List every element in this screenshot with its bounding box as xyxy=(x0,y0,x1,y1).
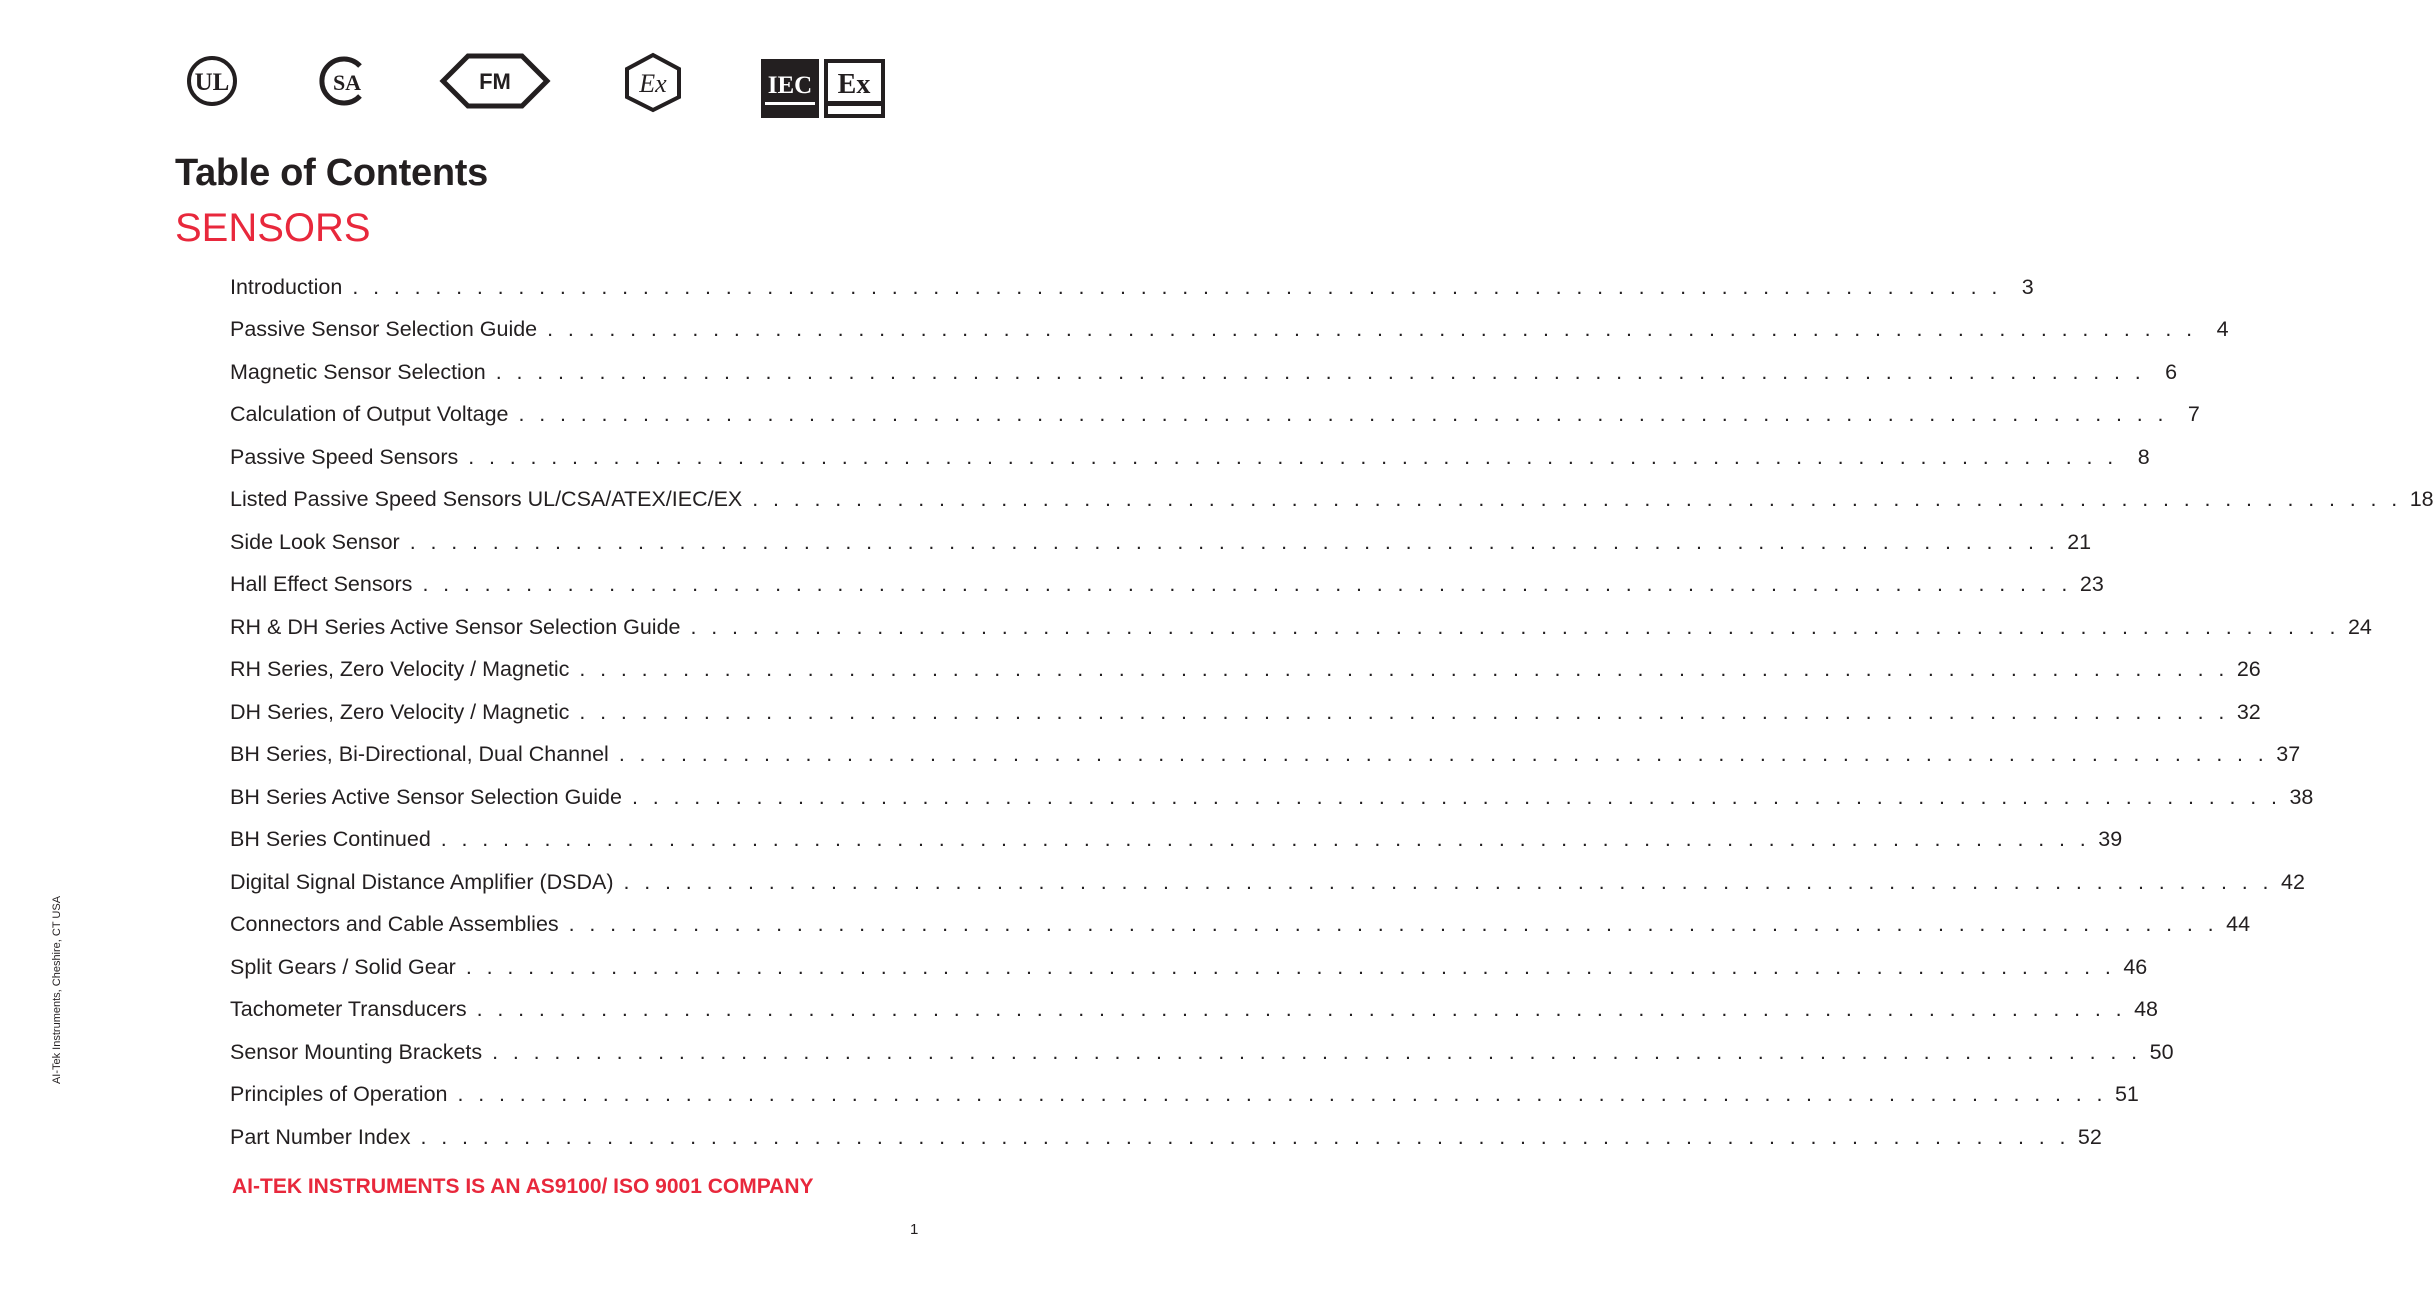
iecex-logo-right-text: Ex xyxy=(837,69,871,100)
toc-entry-label: DH Series, Zero Velocity / Magnetic xyxy=(230,699,570,724)
toc-entry-page: 18 xyxy=(2409,487,2434,512)
page-number: 1 xyxy=(910,1221,919,1238)
toc-entry[interactable] xyxy=(230,394,2200,437)
iecex-logo-left-text: IEC xyxy=(767,72,813,99)
toc-dot-leader: . . . . . . . . . . . . . . . . . . . . . . . . . . . . . . . . . . . . . . . . . . . . . . . . . . . . . . . . . . . . . . . . . . . . . . . . . . . . . . . . xyxy=(579,657,2229,682)
toc-dot-leader: . . . . . . . . . . . . . . . . . . . . . . . . . . . . . . . . . . . . . . . . . . . . . . . . . . . . . . . . . . . . . . . . . . . . . . . . . . . . . . . . xyxy=(440,827,2091,852)
toc-dot-leader: . . . . . . . . . . . . . . . . . . . . . . . . . . . . . . . . . . . . . . . . . . . . . . . . . . . . . . . . . . . . . . . . . . . . . . . . . . . . . . . . xyxy=(752,487,2402,512)
toc-entry-label: RH & DH Series Active Sensor Selection Guide xyxy=(230,614,681,639)
toc-entry-label: BH Series Active Sensor Selection Guide xyxy=(230,784,622,809)
toc-dot-leader: . . . . . . . . . . . . . . . . . . . . . . . . . . . . . . . . . . . . . . . . . . . . . . . . . . . . . . . . . . . . . . . . . . . . . . . . . . . . . . . . xyxy=(631,784,2282,809)
toc-entry-page: 23 xyxy=(2079,572,2104,597)
toc-entry-label: Sensor Mounting Brackets xyxy=(230,1039,483,1064)
ul-logo xyxy=(186,52,238,108)
toc-entry-page: 51 xyxy=(2114,1082,2139,1107)
toc-entry-label: RH Series, Zero Velocity / Magnetic xyxy=(230,657,570,682)
toc-dot-leader: . . . . . . . . . . . . . . . . . . . . . . . . . . . . . . . . . . . . . . . . . . . . . . . . . . . . . . . . . . . . . . . . . . . . . . . . . . . . . . . . xyxy=(618,742,2269,767)
toc-entry[interactable] xyxy=(230,649,2261,692)
toc-entry-page: 26 xyxy=(2236,657,2261,682)
toc-entry-page: 46 xyxy=(2123,954,2148,979)
toc-entry-page: 32 xyxy=(2236,699,2261,724)
table-of-contents xyxy=(230,266,2434,1159)
toc-entry-label: Connectors and Cable Assemblies xyxy=(230,912,559,937)
toc-entry-label: Listed Passive Speed Sensors UL/CSA/ATEX/IEC/EX xyxy=(230,487,743,512)
toc-entry-label: Side Look Sensor xyxy=(230,529,400,554)
toc-dot-leader: . . . . . . . . . . . . . . . . . . . . . . . . . . . . . . . . . . . . . . . . . . . . . . . . . . . . . . . . . . . . . . . . . . . . . . . . . . . . . . . . xyxy=(492,1039,2142,1064)
toc-dot-leader: . . . . . . . . . . . . . . . . . . . . . . . . . . . . . . . . . . . . . . . . . . . . . . . . . . . . . . . . . . . . . . . . . . . . . . . . . . . . . . . . xyxy=(457,1082,2107,1107)
toc-entry-label: Calculation of Output Voltage xyxy=(230,402,509,427)
toc-entry[interactable] xyxy=(230,819,2123,862)
toc-entry-label: Principles of Operation xyxy=(230,1082,448,1107)
certification-note: AI-TEK INSTRUMENTS IS AN AS9100/ ISO 9001 COMPANY xyxy=(232,1175,814,1198)
toc-entry[interactable] xyxy=(230,266,2034,309)
toc-entry-page: 6 xyxy=(2165,359,2178,384)
toc-entry-label: Part Number Index xyxy=(230,1124,411,1149)
toc-entry-label: Digital Signal Distance Amplifier (DSDA) xyxy=(230,869,614,894)
toc-entry-label: BH Series Continued xyxy=(230,827,431,852)
toc-entry-page: 48 xyxy=(2134,997,2158,1022)
toc-entry-page: 8 xyxy=(2137,444,2150,469)
toc-entry-page: 4 xyxy=(2216,317,2229,342)
ul-logo-text: UL xyxy=(194,69,230,96)
toc-entry-label: Tachometer Transducers xyxy=(230,997,467,1022)
toc-entry[interactable] xyxy=(230,946,2148,989)
toc-entry-label: Introduction xyxy=(230,274,343,299)
toc-entry-page: 50 xyxy=(2149,1039,2174,1064)
ex-logo-text: Ex xyxy=(639,69,667,98)
toc-dot-leader: . . . . . . . . . . . . . . . . . . . . . . . . . . . . . . . . . . . . . . . . . . . . . . . . . . . . . . . . . . . . . . . . . . . . . . . . . . . . . . . . xyxy=(579,699,2229,724)
toc-dot-leader: . . . . . . . . . . . . . . . . . . . . . . . . . . . . . . . . . . . . . . . . . . . . . . . . . . . . . . . . . . . . . . . . . . . . . . . . . . . . . . . . xyxy=(518,402,2168,427)
toc-entry[interactable] xyxy=(230,351,2178,394)
fm-logo xyxy=(440,52,550,108)
toc-entry[interactable] xyxy=(230,309,2229,352)
toc-entry-page: 24 xyxy=(2347,614,2372,639)
toc-dot-leader: . . . . . . . . . . . . . . . . . . . . . . . . . . . . . . . . . . . . . . . . . . . . . . . . . . . . . . . . . . . . . . . . . . . . . . . . . . . . . . . . xyxy=(352,274,2002,299)
toc-dot-leader: . . . . . . . . . . . . . . . . . . . . . . . . . . . . . . . . . . . . . . . . . . . . . . . . . . . . . . . . . . . . . . . . . . . . . . . . . . . . . . . . xyxy=(422,572,2072,597)
toc-entry-page: 42 xyxy=(2281,869,2305,894)
toc-dot-leader: . . . . . . . . . . . . . . . . . . . . . . . . . . . . . . . . . . . . . . . . . . . . . . . . . . . . . . . . . . . . . . . . . . . . . . . . . . . . . . . . xyxy=(495,359,2146,384)
toc-dot-leader: . . . . . . . . . . . . . . . . . . . . . . . . . . . . . . . . . . . . . . . . . . . . . . . . . . . . . . . . . . . . . . . . . . . . . . . . . . . . . . . . xyxy=(468,444,2118,469)
toc-entry[interactable] xyxy=(230,564,2104,607)
toc-entry-page: 38 xyxy=(2289,784,2314,809)
toc-dot-leader: . . . . . . . . . . . . . . . . . . . . . . . . . . . . . . . . . . . . . . . . . . . . . . . . . . . . . . . . . . . . . . . . . . . . . . . . . . . . . . . . xyxy=(690,614,2340,639)
csa-logo xyxy=(320,52,370,108)
toc-entry[interactable] xyxy=(230,861,2305,904)
toc-dot-leader: . . . . . . . . . . . . . . . . . . . . . . . . . . . . . . . . . . . . . . . . . . . . . . . . . . . . . . . . . . . . . . . . . . . . . . . . . . . . . . . . xyxy=(409,529,2060,554)
csa-logo-text: SA xyxy=(332,70,362,95)
toc-entry[interactable] xyxy=(230,989,2158,1032)
toc-entry-page: 37 xyxy=(2276,742,2301,767)
toc-dot-leader: . . . . . . . . . . . . . . . . . . . . . . . . . . . . . . . . . . . . . . . . . . . . . . . . . . . . . . . . . . . . . . . . . . . . . . . . . . . . . . . . xyxy=(623,869,2273,894)
toc-entry-label: BH Series, Bi-Directional, Dual Channel xyxy=(230,742,609,767)
fm-logo-text: FM xyxy=(479,69,511,94)
toc-entry[interactable] xyxy=(230,734,2301,777)
toc-entry-page: 3 xyxy=(2021,274,2034,299)
toc-dot-leader: . . . . . . . . . . . . . . . . . . . . . . . . . . . . . . . . . . . . . . . . . . . . . . . . . . . . . . . . . . . . . . . . . . . . . . . . . . . . . . . . xyxy=(476,997,2126,1022)
ex-logo xyxy=(622,52,684,112)
toc-entry[interactable] xyxy=(230,904,2251,947)
toc-entry[interactable] xyxy=(230,1116,2102,1159)
toc-entry[interactable] xyxy=(230,606,2372,649)
toc-dot-leader: . . . . . . . . . . . . . . . . . . . . . . . . . . . . . . . . . . . . . . . . . . . . . . . . . . . . . . . . . . . . . . . . . . . . . . . . . . . . . . . . xyxy=(568,912,2219,937)
toc-entry[interactable] xyxy=(230,691,2261,734)
toc-entry-page: 44 xyxy=(2226,912,2251,937)
toc-entry-page: 7 xyxy=(2187,402,2200,427)
toc-entry-page: 52 xyxy=(2077,1124,2102,1149)
toc-dot-leader: . . . . . . . . . . . . . . . . . . . . . . . . . . . . . . . . . . . . . . . . . . . . . . . . . . . . . . . . . . . . . . . . . . . . . . . . . . . . . . . . xyxy=(547,317,2197,342)
toc-entry[interactable] xyxy=(230,479,2434,522)
toc-entry-label: Passive Sensor Selection Guide xyxy=(230,317,538,342)
company-location-text: AI-Tek Instruments, Cheshire, CT USA xyxy=(51,895,63,1085)
toc-entry-page: 21 xyxy=(2067,529,2092,554)
toc-entry[interactable] xyxy=(230,1031,2174,1074)
toc-entry-label: Hall Effect Sensors xyxy=(230,572,413,597)
page-title: Table of Contents xyxy=(175,152,488,194)
toc-entry-label: Split Gears / Solid Gear xyxy=(230,954,456,979)
toc-entry-page: 39 xyxy=(2098,827,2123,852)
iecex-logo xyxy=(760,58,888,120)
toc-entry-label: Passive Speed Sensors xyxy=(230,444,459,469)
toc-dot-leader: . . . . . . . . . . . . . . . . . . . . . . . . . . . . . . . . . . . . . . . . . . . . . . . . . . . . . . . . . . . . . . . . . . . . . . . . . . . . . . . . xyxy=(420,1124,2070,1149)
toc-dot-leader: . . . . . . . . . . . . . . . . . . . . . . . . . . . . . . . . . . . . . . . . . . . . . . . . . . . . . . . . . . . . . . . . . . . . . . . . . . . . . . . . xyxy=(465,954,2116,979)
toc-entry[interactable] xyxy=(230,776,2314,819)
toc-entry[interactable] xyxy=(230,436,2150,479)
toc-entry[interactable] xyxy=(230,1074,2139,1117)
toc-entry[interactable] xyxy=(230,521,2092,564)
section-subtitle: SENSORS xyxy=(175,206,371,250)
toc-entry-label: Magnetic Sensor Selection xyxy=(230,359,486,384)
certification-logos xyxy=(0,52,1000,122)
